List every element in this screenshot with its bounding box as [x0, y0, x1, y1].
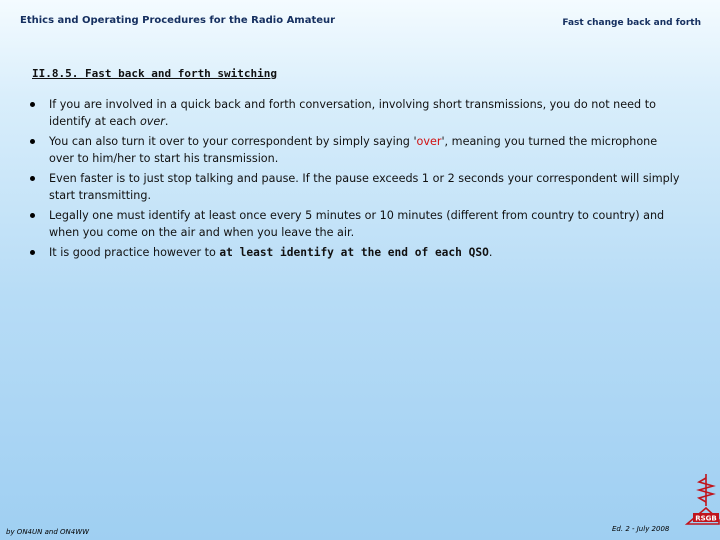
bullet-icon	[30, 139, 35, 144]
course-title: Ethics and Operating Procedures for the Radio Amateur	[20, 15, 336, 26]
bullet-icon	[30, 102, 35, 107]
bullet-list	[30, 96, 680, 264]
bullet-text-end: ', meaning you turned the microphone over to him/her to start his transmission.	[49, 135, 658, 165]
rsgb-logo-icon	[682, 472, 720, 540]
bullet-text: Legally one must identify at least once every 5 minutes or 10 minutes (different from country to country) and when you come on the air and when you leave the air.	[49, 209, 665, 239]
bullet-text-end: .	[488, 246, 493, 259]
section-title: II.8.5. Fast back and forth switching	[32, 67, 278, 80]
footer-authors: by ON4UN and ON4WW	[6, 528, 90, 536]
bullet-text: You can also turn it over to your correspondent by simply saying '	[49, 135, 417, 148]
emphasis-over-red: over	[416, 135, 442, 148]
bullet-item	[30, 170, 680, 204]
bullet-text: If you are involved in a quick back and forth conversation, involving short transmissions, you do not need to identify at each	[49, 98, 656, 128]
bullet-icon	[30, 176, 35, 181]
bullet-item	[30, 244, 680, 261]
emphasis-bold: at least identify at the end of each QSO	[219, 246, 489, 259]
bullet-item	[30, 133, 680, 167]
footer-edition: Ed. 2 - July 2008	[612, 525, 670, 533]
bullet-text: Even faster is to just stop talking and pause. If the pause exceeds 1 or 2 seconds your correspondent will simply start transmitting.	[49, 172, 680, 202]
bullet-item	[30, 207, 680, 241]
logo-text: RSGB	[695, 514, 717, 523]
bullet-icon	[30, 213, 35, 218]
bullet-item	[30, 96, 680, 130]
slide-topic: Fast change back and forth	[562, 18, 701, 28]
bullet-text: It is good practice however to	[49, 246, 220, 259]
bullet-text-end: .	[164, 115, 169, 128]
bullet-icon	[30, 250, 35, 255]
emphasis-over: over	[139, 115, 165, 128]
